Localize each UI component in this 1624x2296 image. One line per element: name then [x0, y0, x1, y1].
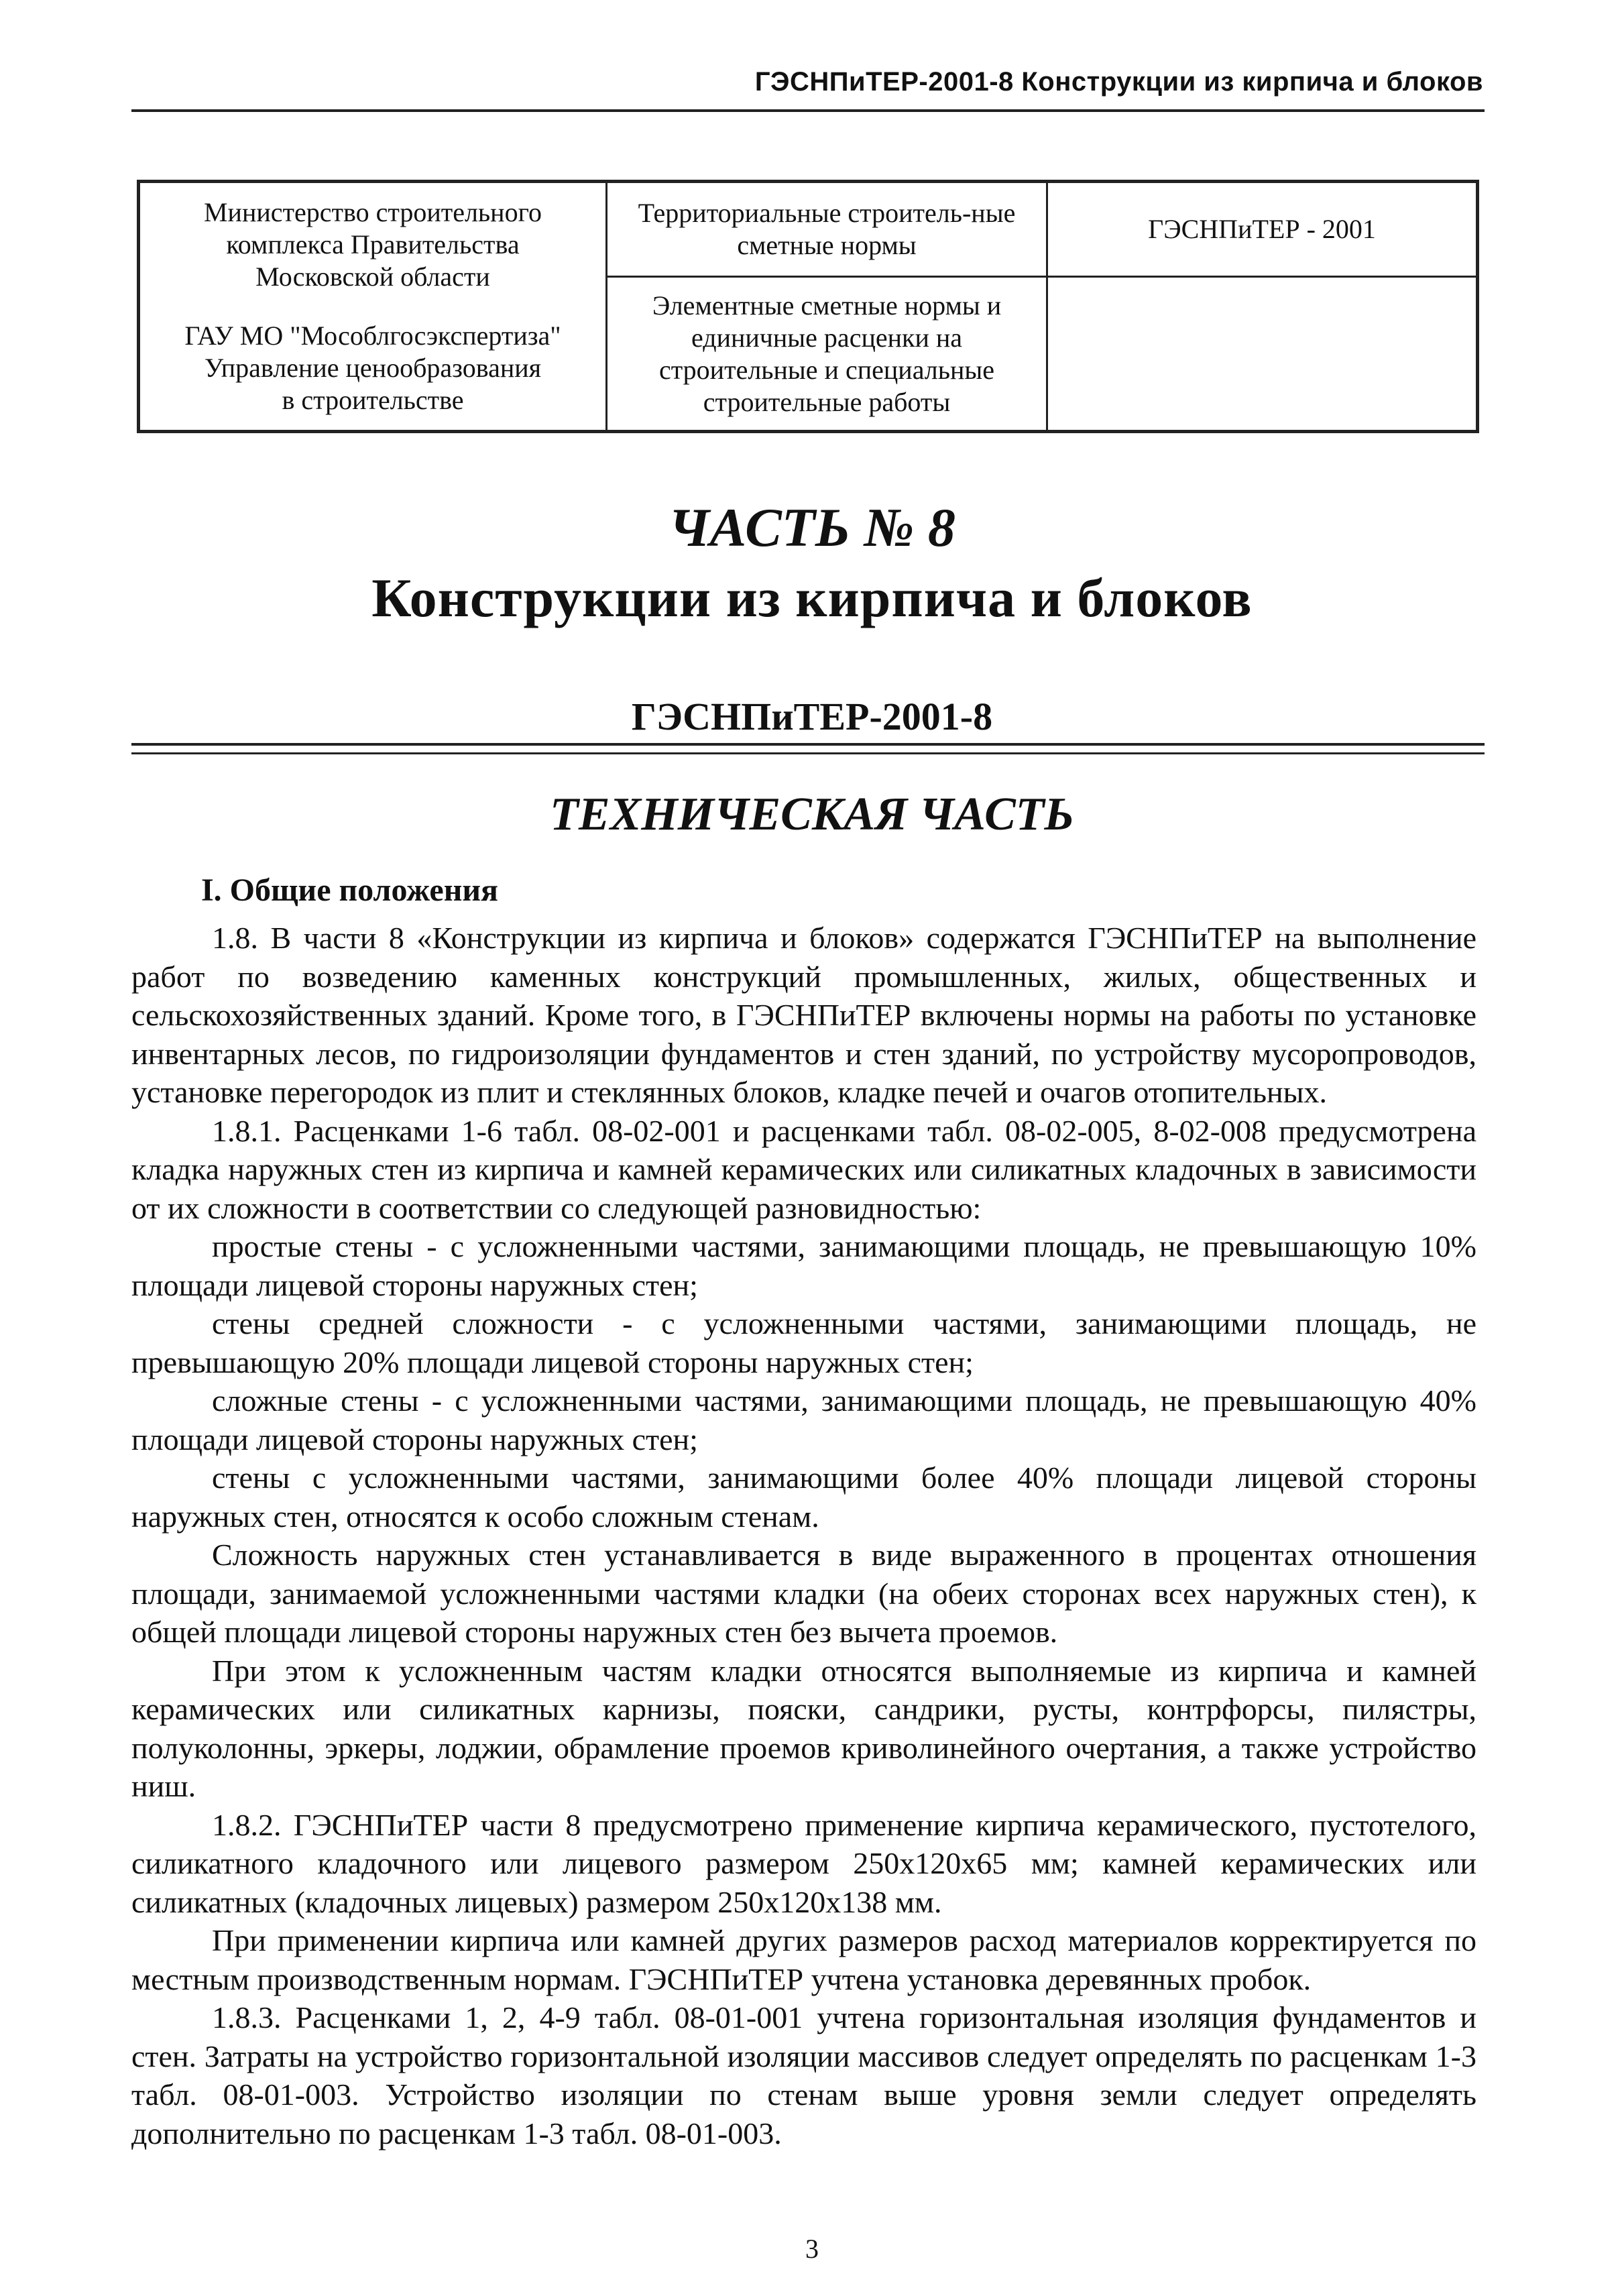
part-name: Конструкции из кирпича и блоков [371, 567, 1253, 628]
paragraph: простые стены - с усложненными частями, занимающими площадь, не превышающую 10% площади лицевой стороны наружных стен; [131, 1229, 1476, 1302]
paragraph: стены с усложненными частями, занимающими более 40% площади лицевой стороны наружных стен, относятся к особо сложным стенам. [131, 1460, 1476, 1534]
authority-line: Московской области [255, 262, 490, 292]
authority-line: комплекса Правительства [226, 229, 520, 260]
paragraph: стены средней сложности - с усложненными частями, занимающими площадь, не превышающую 20% площади лицевой стороны наружных стен; [131, 1306, 1476, 1379]
body-text [131, 919, 1476, 2152]
approval-table [137, 180, 1479, 433]
section-heading: I. Общие положения [201, 872, 499, 908]
paragraph: 1.8.2. ГЭСНПиТЕР части 8 предусмотрено применение кирпича керамического, пустотелого, силикатного кладочного или лицевого размером 250x120x65 мм; камней керамических или силикатных (кладочных лицевых) размером 250x120x138 мм. [131, 1807, 1476, 1919]
authority-line: ГАУ МО "Мособлгосэкспертиза" [184, 321, 561, 351]
heading-rule [131, 752, 1485, 754]
empty-cell [1047, 277, 1478, 432]
issuing-authority-cell [139, 182, 607, 432]
paragraph: 1.8. В части 8 «Конструкции из кирпича и блоков» содержатся ГЭСНПиТЕР на выполнение работ по возведению каменных конструкций промышленных, жилых, общественных и сельскохозяйственных зданий. Кроме того, в ГЭСНПиТЕР включены нормы на работы по установке инвентарных лесов, по гидроизоляции фундаментов и стен зданий, по устройству мусоропроводов, установке перегородок из плит и стеклянных блоков, кладке печей и очагов отопительных. [131, 921, 1476, 1109]
paragraph: При применении кирпича или камней других размеров расход материалов корректируется по местным производственным нормам. ГЭСНПиТЕР учтена установка деревянных пробок. [131, 1923, 1476, 1996]
header-rule [131, 109, 1485, 112]
paragraph: 1.8.3. Расценками 1, 2, 4-9 табл. 08-01-001 учтена горизонтальная изоляция фундаментов и стен. Затраты на устройство горизонтальной изоляции массивов следует определять по расценкам 1-3 табл. 08-01-003. Устройство изоляции по стенам выше уровня земли следует определять дополнительно по расценкам 1-3 табл. 08-01-003. [131, 2000, 1476, 2150]
authority-line: Министерство строительного [203, 197, 542, 227]
norm-type-cell: Территориальные строитель-ные сметные нормы [607, 182, 1047, 277]
page-number: 3 [805, 2234, 819, 2264]
part-number: ЧАСТЬ № 8 [669, 497, 955, 558]
heading-rule [131, 743, 1485, 746]
authority-line: Управление ценообразования [204, 353, 542, 383]
norm-subject-cell: Элементные сметные нормы и единичные расценки на строительные и специальные строительные работы [607, 277, 1047, 432]
paragraph: Сложность наружных стен устанавливается в виде выраженного в процентах отношения площади, занимаемой усложненными частями кладки (на обеих сторонах всех наружных стен), к общей площади лицевой стороны наружных стен без вычета проемов. [131, 1538, 1476, 1649]
paragraph: 1.8.1. Расценками 1-6 табл. 08-02-001 и расценками табл. 08-02-005, 8-02-008 предусмотрена кладка наружных стен из кирпича и камней керамических или силикатных кладочных в зависимости от их сложности в соответствии со следующей разновидностью: [131, 1113, 1476, 1225]
paragraph: При этом к усложненным частям кладки относятся выполняемые из кирпича и камней керамических или силикатных карнизы, пояски, сандрики, русты, контрфорсы, пилястры, полуколонны, эркеры, лоджии, обрамление проемов криволинейного очертания, а также устройство ниш. [131, 1653, 1476, 1803]
running-header: ГЭСНПиТЕР-2001-8 Конструкции из кирпича и блоков [754, 67, 1483, 97]
authority-line: в строительстве [282, 385, 464, 415]
paragraph: сложные стены - с усложненными частями, занимающими площадь, не превышающую 40% площади лицевой стороны наружных стен; [131, 1383, 1476, 1456]
technical-part-heading: ТЕХНИЧЕСКАЯ ЧАСТЬ [550, 789, 1074, 840]
code-heading: ГЭСНПиТЕР-2001-8 [631, 695, 993, 738]
spacer [148, 293, 597, 320]
norm-code-cell: ГЭСНПиТЕР - 2001 [1047, 182, 1478, 277]
